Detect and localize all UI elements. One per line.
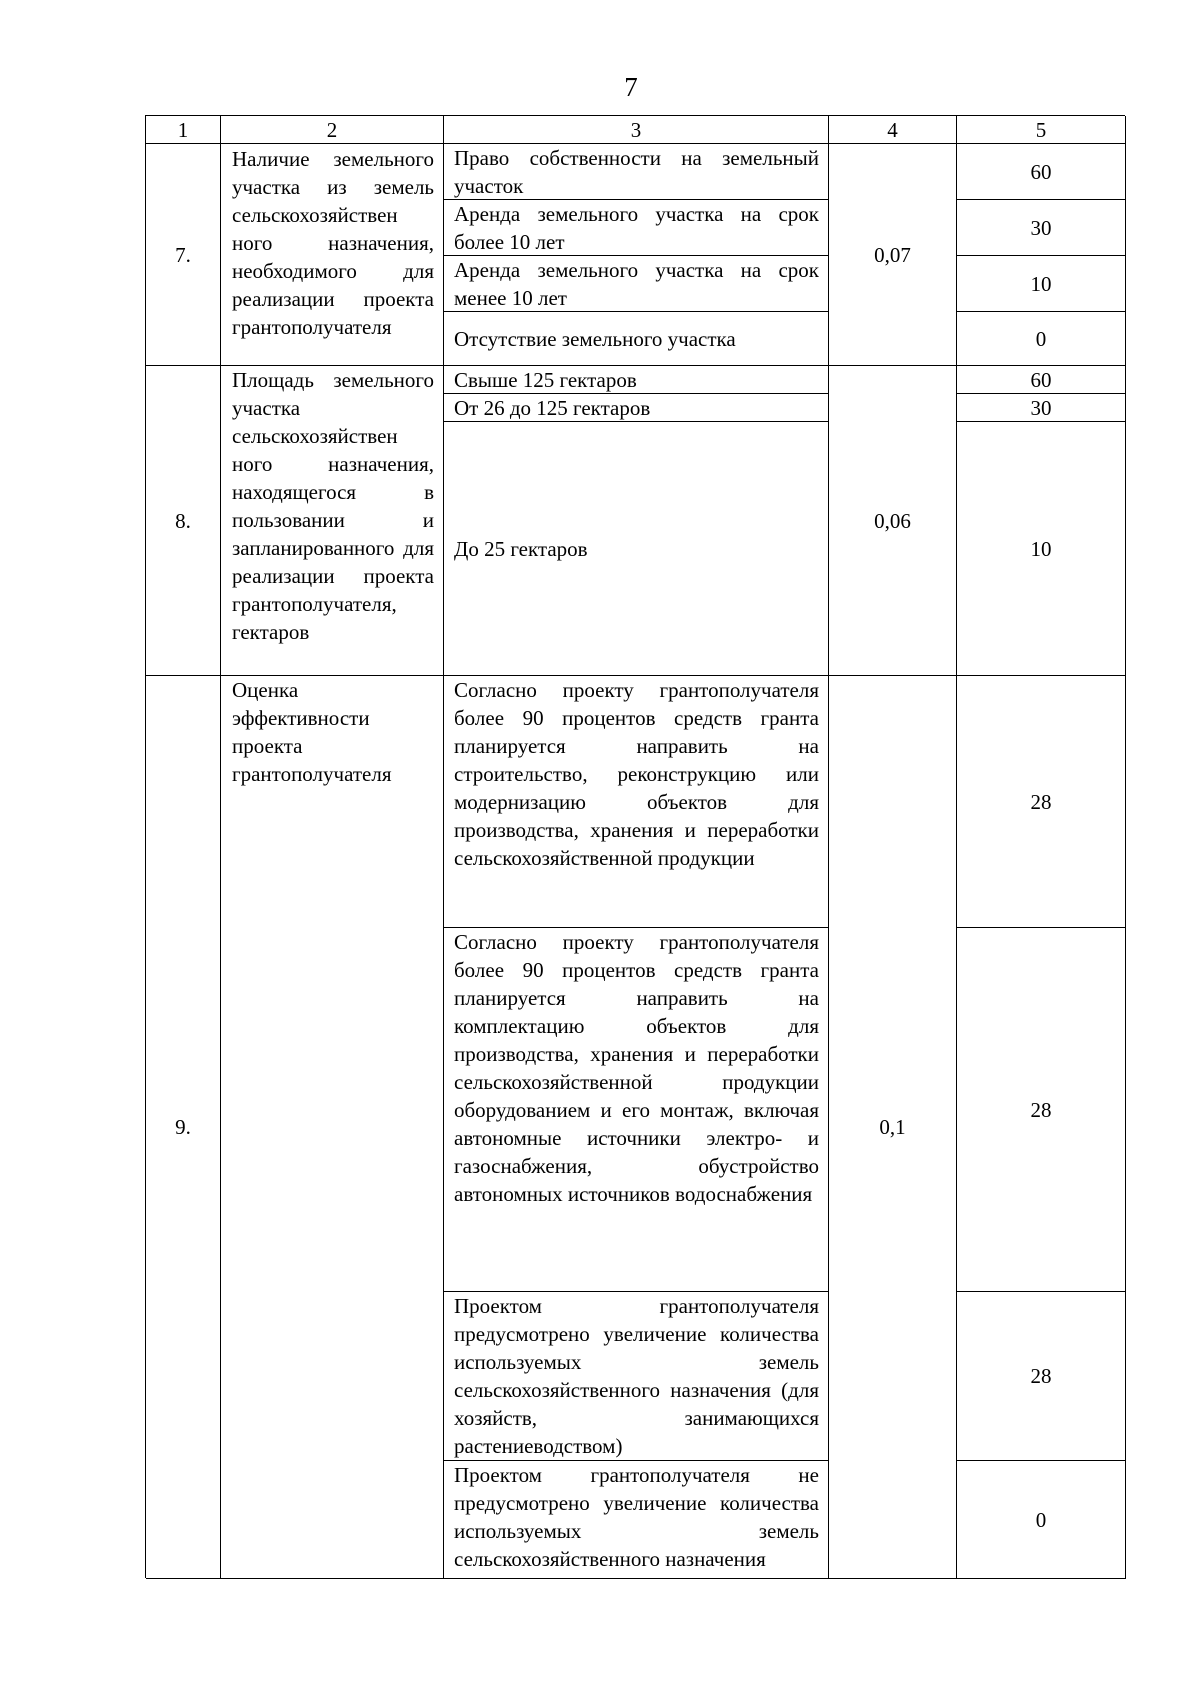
score-value: 28 [957,1292,1126,1461]
score-value: 0 [957,1461,1126,1579]
header-col-5: 5 [957,116,1126,144]
score-value: 60 [957,144,1126,200]
criterion-text: Оценка эффективности проекта грантополучателя [221,676,444,1579]
score-value: 28 [957,676,1126,928]
criteria-table [145,115,1125,1578]
option-text: От 26 до 125 гектаров [444,394,829,422]
option-text: До 25 гектаров [444,422,829,676]
weight-value: 0,06 [829,366,957,676]
header-col-1: 1 [146,116,221,144]
option-text: Проектом грантополучателя предусмотрено увеличение количества используемых земель сельскохозяйственного назначения (для хозяйств, занимающихся растениеводством) [444,1292,829,1461]
option-text: Свыше 125 гектаров [444,366,829,394]
row-number: 8. [146,366,221,676]
option-text: Аренда земельного участка на срок менее 10 лет [444,256,829,312]
page-number: 7 [624,72,638,102]
score-value: 30 [957,200,1126,256]
weight-value: 0,1 [829,676,957,1579]
option-text: Аренда земельного участка на срок более 10 лет [444,200,829,256]
option-text: Право собственности на земельный участок [444,144,829,200]
score-value: 60 [957,366,1126,394]
option-text: Проектом грантополучателя не предусмотрено увеличение количества используемых земель сельскохозяйственного назначения [444,1461,829,1579]
option-text: Отсутствие земельного участка [444,312,829,366]
header-col-2: 2 [221,116,444,144]
weight-value: 0,07 [829,144,957,366]
row-number: 7. [146,144,221,366]
header-col-4: 4 [829,116,957,144]
score-value: 30 [957,394,1126,422]
score-value: 28 [957,928,1126,1292]
score-value: 10 [957,256,1126,312]
criterion-text: Наличие земельного участка из земель сельскохозяйствен ного назначения, необходимого для реализации проекта грантополучателя [221,144,444,366]
header-col-3: 3 [444,116,829,144]
row-number: 9. [146,676,221,1579]
score-value: 10 [957,422,1126,676]
option-text: Согласно проекту грантополучателя более 90 процентов средств гранта планируется направить на комплектацию объектов для производства, хранения и переработки сельскохозяйственной продукции оборудованием и его монтаж, включая автономные источники электро- и газоснабжения, обустройство автономных источников водоснабжения [444,928,829,1292]
score-value: 0 [957,312,1126,366]
criterion-text: Площадь земельного участка сельскохозяйствен ного назначения, находящегося в пользовании и запланированного для реализации проекта грантополучателя, гектаров [221,366,444,676]
option-text: Согласно проекту грантополучателя более 90 процентов средств гранта планируется направить на строительство, реконструкцию или модернизацию объектов для производства, хранения и переработки сельскохозяйственной продукции [444,676,829,928]
